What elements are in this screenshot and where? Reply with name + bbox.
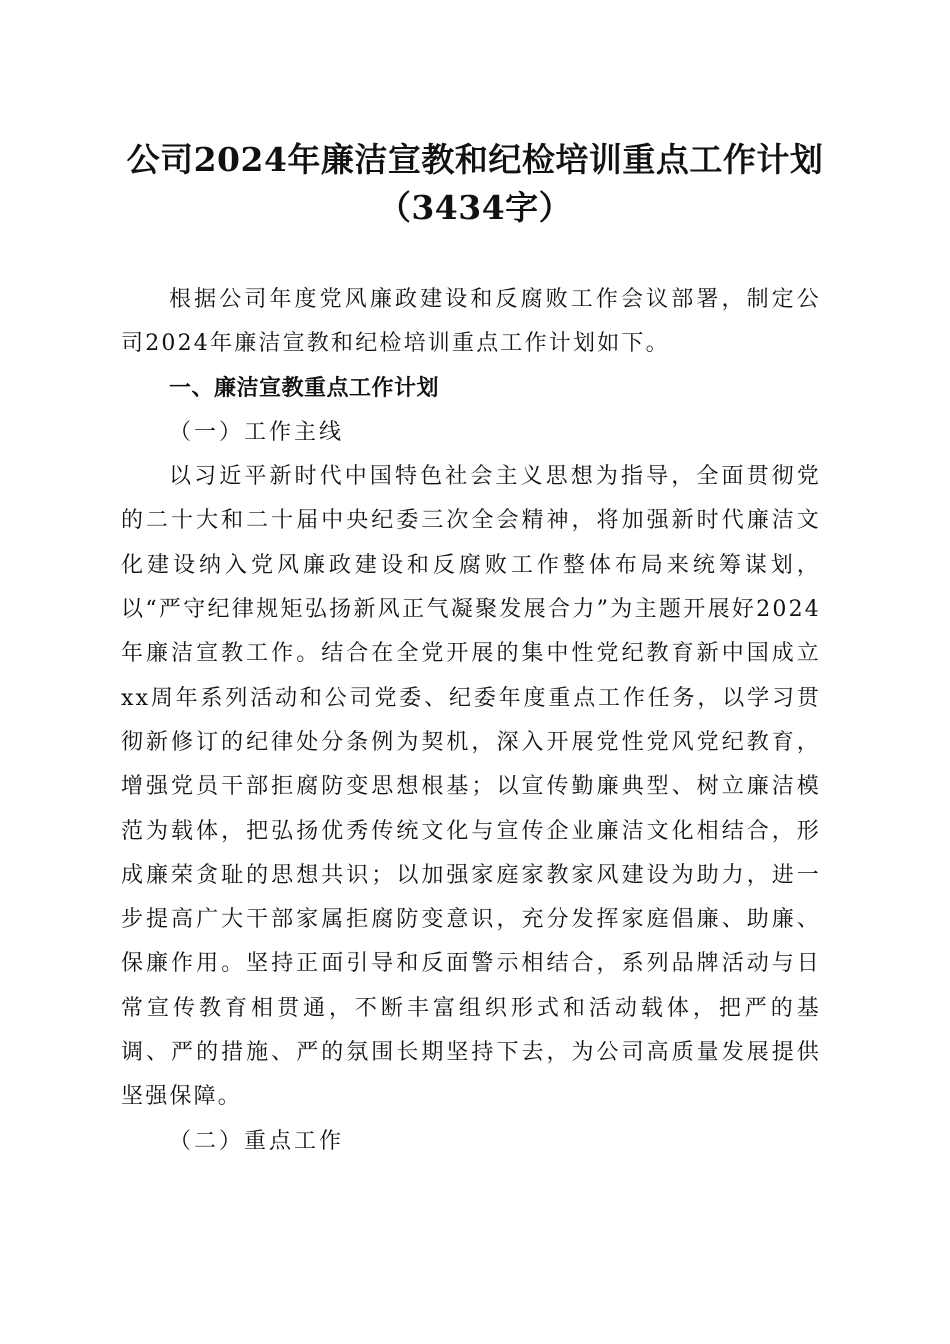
document-body bbox=[121, 278, 821, 1164]
section-heading: 一、廉洁宣教重点工作计划 bbox=[169, 375, 440, 401]
document-title: 公司2024年廉洁宣教和纪检培训重点工作计划（3434字） bbox=[126, 140, 824, 227]
intro-paragraph: 根据公司年度党风廉政建设和反腐败工作会议部署，制定公司2024年廉洁宣教和纪检培训重点工作计划如下。 bbox=[121, 287, 821, 357]
body-paragraph: 以习近平新时代中国特色社会主义思想为指导，全面贯彻党的二十大和二十届中央纪委三次全会精神，将加强新时代廉洁文化建设纳入党风廉政建设和反腐败工作整体布局来统筹谋划，以“严守纪律规矩弘扬新风正气凝聚发展合力”为主题开展好2024年廉洁宣教工作。结合在全党开展的集中性党纪教育新中国成立xx周年系列活动和公司党委、纪委年度重点工作任务，以学习贯彻新修订的纪律处分条例为契机，深入开展党性党风党纪教育，增强党员干部拒腐防变思想根基；以宣传勤廉典型、树立廉洁模范为载体，把弘扬优秀传统文化与宣传企业廉洁文化相结合，形成廉荣贪耻的思想共识；以加强家庭家教家风建设为助力，进一步提高广大干部家属拒腐防变意识，充分发挥家庭倡廉、助廉、保廉作用。坚持正面引导和反面警示相结合，系列品牌活动与日常宣传教育相贯通，不断丰富组织形式和活动载体，把严的基调、严的措施、严的氛围长期坚持下去，为公司高质量发展提供坚强保障。 bbox=[121, 464, 821, 1110]
subsection-heading: （一）工作主线 bbox=[169, 419, 345, 445]
subsection-heading-2: （二）重点工作 bbox=[169, 1128, 345, 1154]
